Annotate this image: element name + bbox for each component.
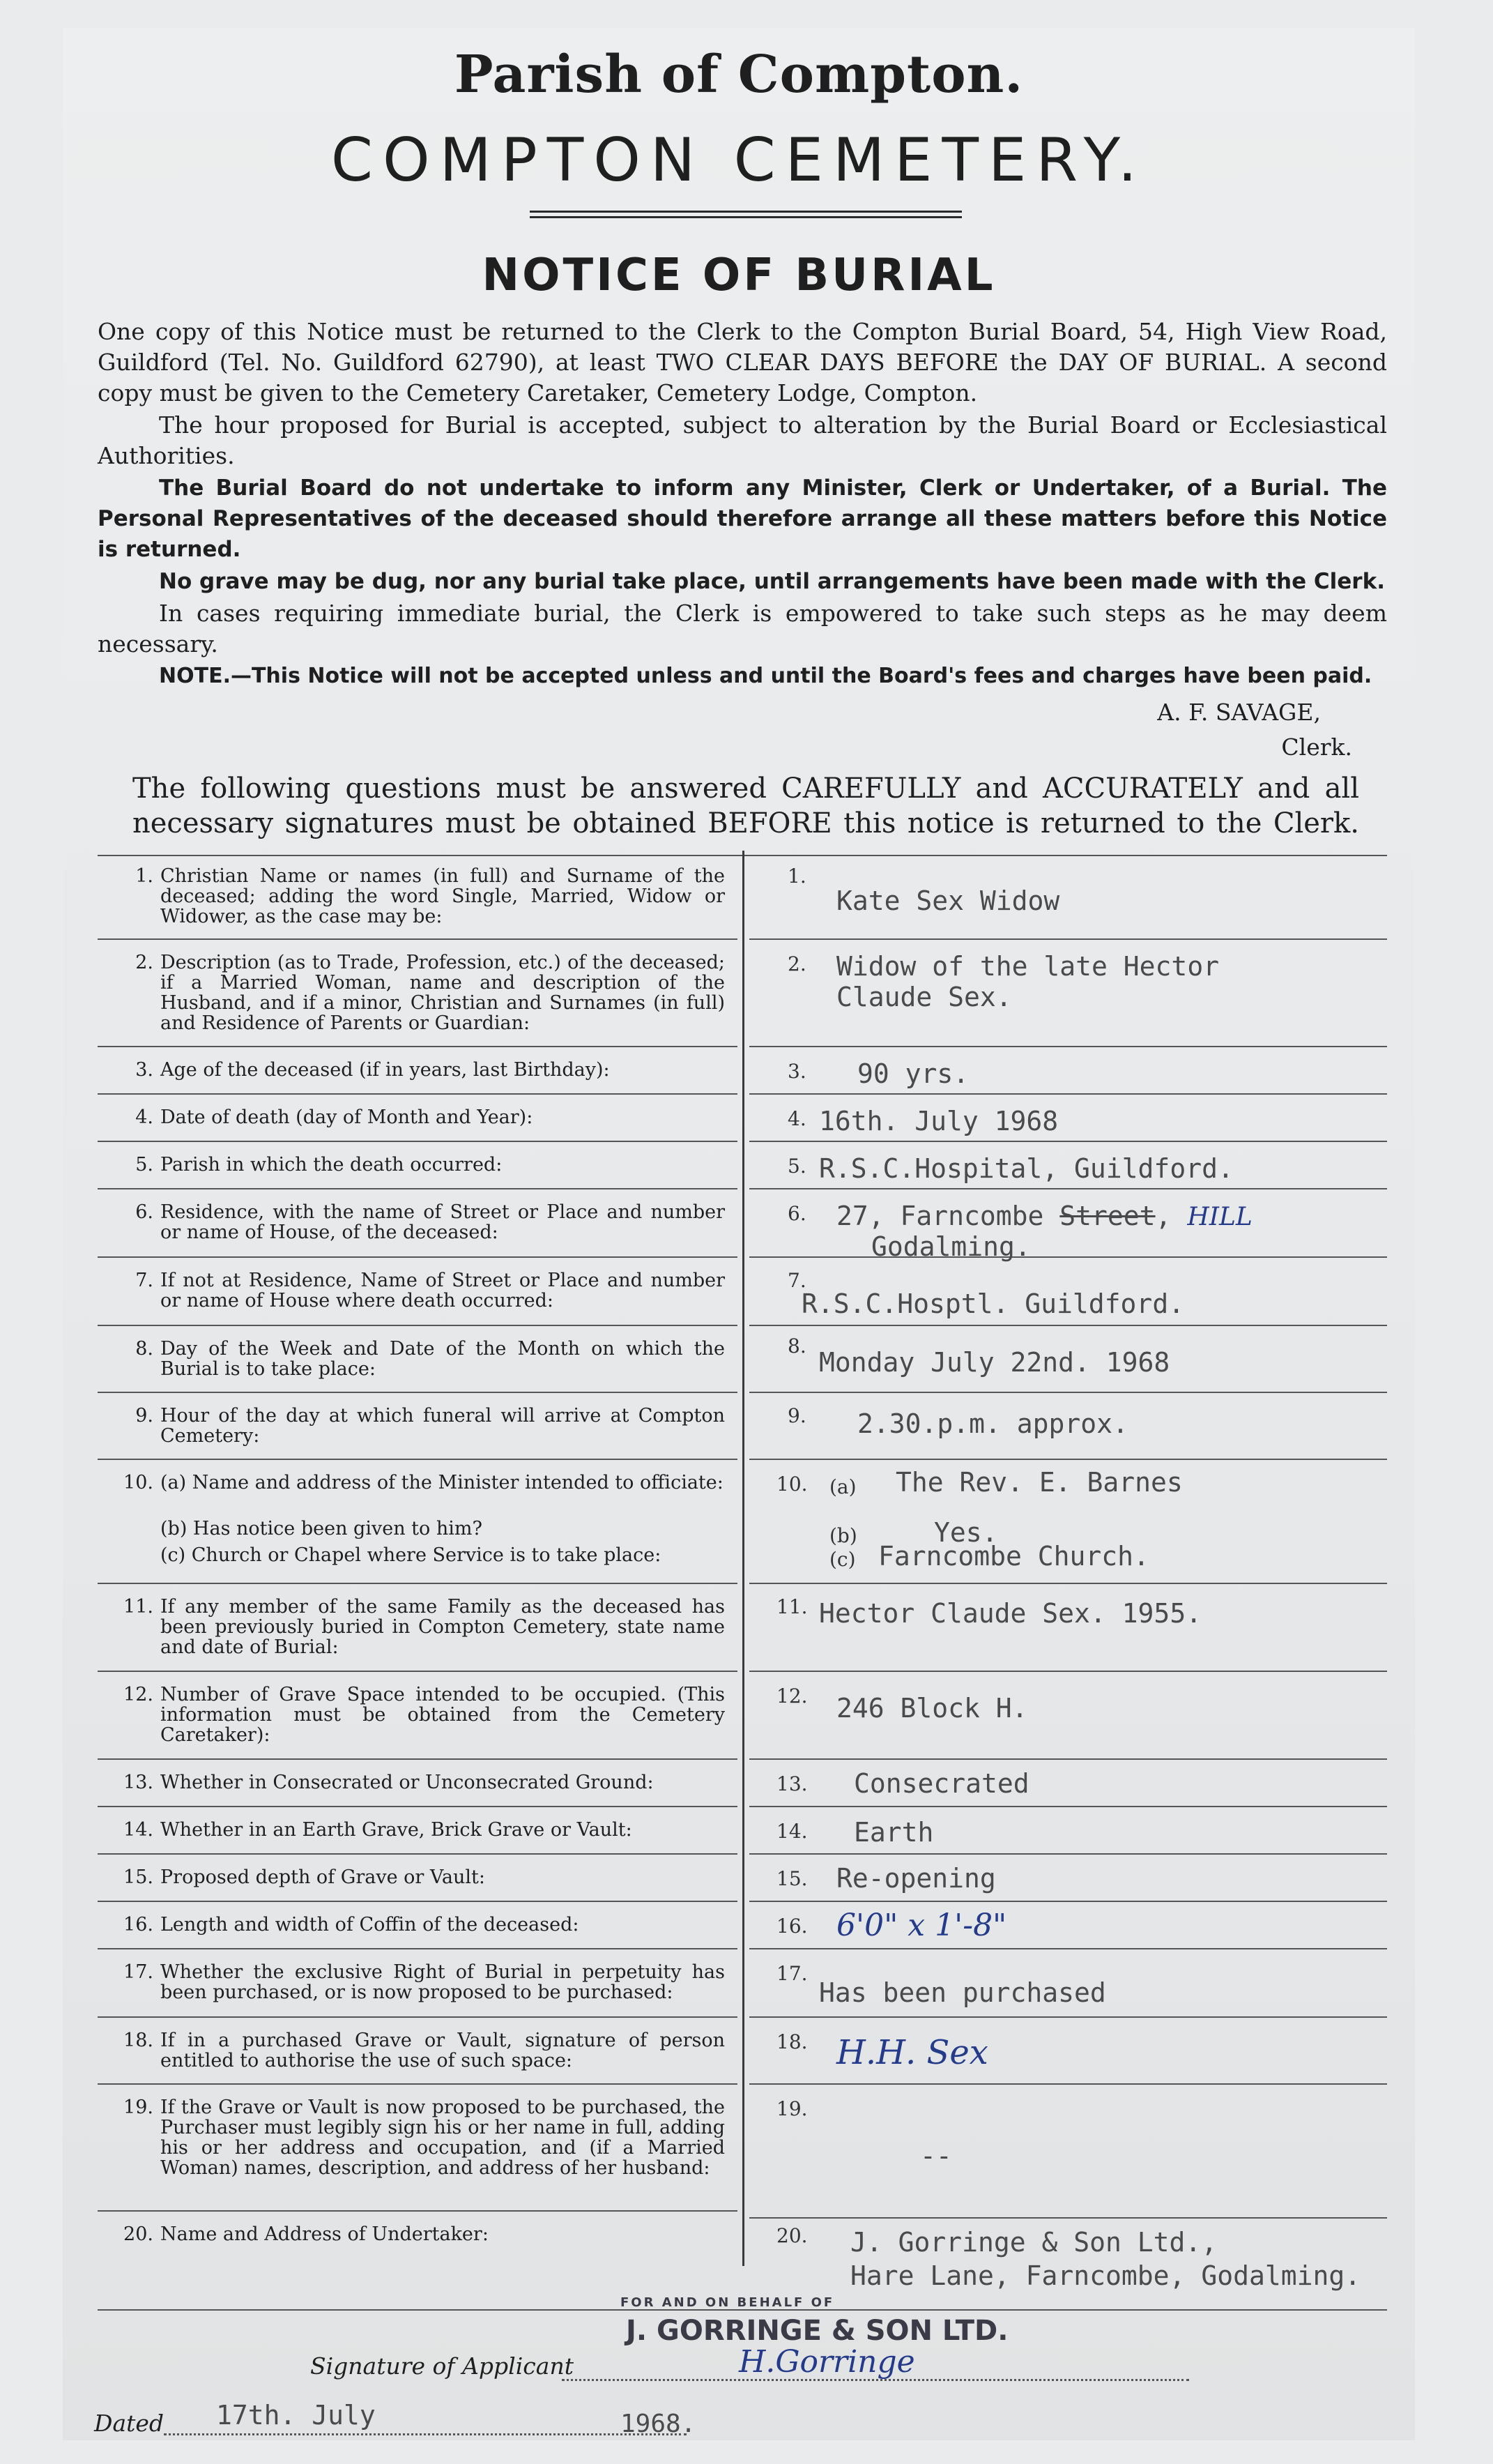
row-rule	[98, 1325, 737, 1326]
answer-rule	[749, 1948, 1387, 1949]
title-divider-bottom	[530, 216, 962, 218]
dated-line	[164, 2433, 687, 2435]
answer-10c-label: (c)	[829, 1548, 856, 1571]
row-rule	[98, 938, 737, 940]
stamp-on-behalf: FOR AND ON BEHALF OF	[620, 2295, 835, 2310]
row-rule	[98, 2210, 737, 2212]
answer-rule	[749, 2083, 1387, 2085]
answer-rule	[749, 1325, 1387, 1326]
answer-20-undertaker-line1: J. Gorringe & Son Ltd.,	[850, 2227, 1218, 2258]
notice-title: NOTICE OF BURIAL	[482, 250, 996, 301]
stamp-company: J. GORRINGE & SON LTD.	[626, 2315, 1009, 2347]
answer-num-1: 1.	[788, 865, 806, 888]
clerk-name: A. F. SAVAGE,	[1157, 699, 1321, 726]
answer-num-17: 17.	[776, 1962, 808, 1985]
row-rule	[98, 1853, 737, 1855]
row-rule	[98, 1583, 737, 1584]
answer-14-grave-type: Earth	[854, 1817, 934, 1848]
answer-rule	[749, 1583, 1387, 1584]
answer-rule	[749, 1188, 1387, 1189]
answer-8-burial-date: Monday July 22nd. 1968	[819, 1347, 1170, 1378]
title-divider-top	[530, 211, 962, 213]
signature-label: Signature of Applicant	[310, 2352, 574, 2380]
answer-num-15: 15.	[776, 1867, 808, 1890]
answer-num-10: 10.	[776, 1473, 808, 1496]
answer-10a-label: (a)	[829, 1475, 857, 1498]
row-rule	[98, 1392, 737, 1393]
answer-9-hour: 2.30.p.m. approx.	[857, 1408, 1128, 1439]
answer-rule	[749, 1392, 1387, 1393]
answer-num-2: 2.	[788, 952, 806, 975]
row-rule	[98, 1459, 737, 1460]
row-rule	[98, 2083, 737, 2085]
cemetery-title: COMPTON CEMETERY.	[330, 126, 1147, 195]
row-rule	[98, 1188, 737, 1189]
answer-2-line1: Widow of the late Hector	[836, 951, 1220, 982]
row-rule	[98, 1256, 737, 1258]
row-rule	[98, 1901, 737, 1902]
answer-num-5: 5.	[788, 1155, 806, 1178]
answer-3-age: 90 yrs.	[857, 1058, 970, 1089]
row-rule	[98, 1141, 737, 1142]
answer-rule	[749, 938, 1387, 940]
answer-num-16: 16.	[776, 1915, 808, 1938]
answer-num-19: 19.	[776, 2097, 808, 2120]
answer-rule	[749, 1256, 1387, 1258]
answer-num-6: 6.	[788, 1202, 806, 1225]
row-rule	[98, 1671, 737, 1672]
answer-10b-notice: Yes.	[934, 1517, 998, 1548]
answer-12-grave-space: 246 Block H.	[836, 1693, 1028, 1724]
answer-10a-minister: The Rev. E. Barnes	[896, 1467, 1183, 1498]
answer-4-date-of-death: 16th. July 1968	[819, 1106, 1059, 1136]
burial-notice-sheet: Parish of Compton. COMPTON CEMETERY. NOTICE OF BURIAL One copy of this Notice must be returned to the Clerk to the Compton Burial Board, 54, High View Road, Guildford (Tel. No. Guildford 62790), at least TWO CLEAR DAYS BEFORE the DAY OF BURIAL. A second copy must be given to the Cemetery Caretaker, Cemetery Lodge, Compton. The hour proposed for Burial is accepted, subject to alteration by the Burial Board or Ecclesiastical Authorities. The Burial Board do not undertake to inform any Minister, Clerk or Undertaker, of a Burial. The Personal Representatives of the deceased should therefore arrange all these matters before this Notice is returned. No grave may be dug, nor any burial take place, until arrangements have been made with the Clerk. In cases requiring immediate burial, the Clerk is empowered to take such steps as he may deem necessary. NOTE.—This Notice will not be accepted unless and until the Board's fees and charges have been paid. A. F. SAVAGE, Clerk. The following questions must be answered CAREFULLY and ACCURATELY and all necessary signatures must be obtained BEFORE this notice is returned to the Clerk. 1. Christian Name or names (in full) and Surname of the deceased; adding the word Single, Married, Widow or Widower, as the case may be: 2. Description (as to Trade, Profession, etc.) of the deceased; if a Married Woman, name and description of the Husband, and if a minor, Christian and Surnames (in full) and Residence of Parents or Guardian: 3. Age of the deceased (if in years, last Birthday): 4. Date of death (day of Month and Year): 5. Parish in which the death occurred: 6. Residence, with the name of Street or Place and number or name of House, of the deceased: 7. If not at Residence, Name of Street or Place and number or name of House where death occurred: 8. Day of the Week and Date of the Month on which the Burial is to take place: 9. Hour of the day at which funeral will arrive at Compton Cemetery: 10. (a) Name and address of the Minister intended to officiate: (b) Has notice been given to him? (c) Church or Chapel where Service is to take place: 11. If any member of the same Family as the deceased has been previously buried in Compton Cemetery, state name and date of Burial: 12. Number of Grave Space intended to be occupied. (This information must be obtained from the Cemetery Caretaker): 13. Whether in Consecrated or Unconsecrated Ground: 14. Whether in an Earth Grave, Brick Grave or Vault: 15. Proposed depth of Grave or Vault: 16. Length and width of Coffin of the deceased: 17. Whether the exclusive Right of Burial in perpetuity has been purchased, or is now proposed to be purchased: 18. If in a purchased Grave or Vault, signature of person entitled to authorise the use of such space: 19. If the Grave or Vault is now proposed to be purchased, the Purchaser must legibly sign his or her name in full, adding his or her address and occupation, and (if a Married Woman) names, description, and address of her husband: 20. Name and Address of Undertaker: 1. 2. 3. 4. 5. 6. 7. 8. 9. 10. 11. 12. 13. 14. 15. 16. 17. 18. 19. 20. Kate Sex Widow Widow of the late Hector Claude Sex. 90 yrs. 16th. July 1968 R.S.C.Hospital, Guildford. 27, Farncombe Street, HILL Godalming. R.S.C.Hosptl. Guildford. Monday July 22nd. 1968 2.30.p.m. approx. (a) The Rev. E. Barnes (b) Yes. (c) Farncombe Church. Hector Claude Sex. 1955. 246 Block H. Consecrated Earth Re-opening 6'0" x 1'-8" Has been purchased H.H. Sex -- J. Gorringe & Son Ltd., Hare Lane, Farncombe, Godalming. FOR AND ON BEHALF OF J. GORRINGE & SON LTD. Signature of Applicant H.Gorringe Dated 17th. July 1968.	[63, 28, 1415, 2440]
signature-value: H.Gorringe	[739, 2344, 915, 2380]
answer-rule	[749, 2217, 1387, 2219]
clerk-title: Clerk.	[1281, 733, 1352, 761]
answer-num-12: 12.	[776, 1685, 808, 1708]
answer-rule	[749, 1758, 1387, 1760]
answer-18-signature: H.H. Sex	[836, 2033, 988, 2072]
row-rule	[98, 1046, 737, 1047]
answer-num-7: 7.	[788, 1269, 806, 1292]
answer-rule	[749, 1046, 1387, 1047]
answer-5-parish: R.S.C.Hospital, Guildford.	[819, 1153, 1234, 1184]
answer-num-11: 11.	[776, 1595, 808, 1618]
paragraph-no-grave: No grave may be dug, nor any burial take place, until arrangements have been made with the Clerk.	[159, 569, 1385, 594]
row-rule	[98, 1948, 737, 1949]
answer-20-undertaker-line2: Hare Lane, Farncombe, Godalming.	[850, 2260, 1361, 2291]
dated-value: 17th. July	[216, 2400, 376, 2431]
paragraph-board-inform: The Burial Board do not undertake to inform any Minister, Clerk or Undertaker, of a Burial. The Personal Representatives of the deceased should therefore arrange all these matters before this Notice is returned.	[98, 476, 1387, 562]
answer-10c-church: Farncombe Church.	[878, 1541, 1149, 1572]
paragraph-note-fees: NOTE.—This Notice will not be accepted unless and until the Board's fees and charges have been paid.	[159, 664, 1372, 688]
answer-num-20: 20.	[776, 2224, 808, 2247]
answer-rule	[749, 1093, 1387, 1095]
answer-rule	[749, 1901, 1387, 1902]
answer-11-previous-burial: Hector Claude Sex. 1955.	[819, 1598, 1202, 1629]
answer-1-name: Kate Sex Widow	[836, 885, 1060, 916]
answer-rule	[749, 1853, 1387, 1855]
paragraph-immediate: In cases requiring immediate burial, the Clerk is empowered to take such steps as he may deem necessary.	[98, 600, 1387, 657]
answer-13-ground: Consecrated	[854, 1768, 1029, 1799]
answer-rule	[749, 1671, 1387, 1672]
row-rule	[98, 2016, 737, 2018]
answer-num-9: 9.	[788, 1404, 806, 1427]
parish-title: Parish of Compton.	[454, 45, 1024, 105]
answer-num-18: 18.	[776, 2030, 808, 2053]
answer-6-town: Godalming.	[871, 1231, 1031, 1262]
row-rule	[98, 1758, 737, 1760]
answer-10b-label: (b)	[829, 1524, 857, 1547]
answer-rule	[749, 2016, 1387, 2018]
answer-6-residence: 27, Farncombe Street, HILL	[836, 1201, 1253, 1231]
answer-17-right-of-burial: Has been purchased	[819, 1977, 1106, 2008]
paragraph-hour: The hour proposed for Burial is accepted, subject to alteration by the Burial Board or Ecclesiastical Authorities.	[98, 411, 1387, 469]
answer-rule	[749, 1806, 1387, 1807]
answer-num-14: 14.	[776, 1820, 808, 1843]
answer-num-4: 4.	[788, 1107, 806, 1130]
answer-16-coffin-size: 6'0" x 1'-8"	[836, 1908, 1007, 1943]
answer-rule	[749, 1141, 1387, 1142]
dated-year: 1968.	[620, 2410, 696, 2438]
answer-num-3: 3.	[788, 1060, 806, 1083]
answer-2-line2: Claude Sex.	[836, 982, 1012, 1012]
answer-19-purchaser: --	[920, 2140, 952, 2171]
row-rule	[98, 1093, 737, 1095]
dated-label: Dated	[94, 2410, 164, 2437]
answer-15-depth: Re-opening	[836, 1863, 996, 1894]
answer-rule	[749, 1459, 1387, 1460]
answer-7-place-of-death: R.S.C.Hosptl. Guildford.	[802, 1288, 1185, 1319]
answer-num-13: 13.	[776, 1772, 808, 1795]
instructions-text: The following questions must be answered CAREFULLY and ACCURATELY and all necessary signatures must be obtained BEFORE this notice is returned to the Clerk.	[132, 773, 1359, 839]
column-divider	[742, 851, 744, 2266]
answer-num-8: 8.	[788, 1334, 806, 1358]
paragraph-return-copy: One copy of this Notice must be returned to the Clerk to the Compton Burial Board, 54, High View Road, Guildford (Tel. No. Guildford 62790), at least TWO CLEAR DAYS BEFORE the DAY OF BURIAL. A second copy must be given to the Cemetery Caretaker, Cemetery Lodge, Compton.	[98, 318, 1387, 406]
row-rule	[98, 1806, 737, 1807]
